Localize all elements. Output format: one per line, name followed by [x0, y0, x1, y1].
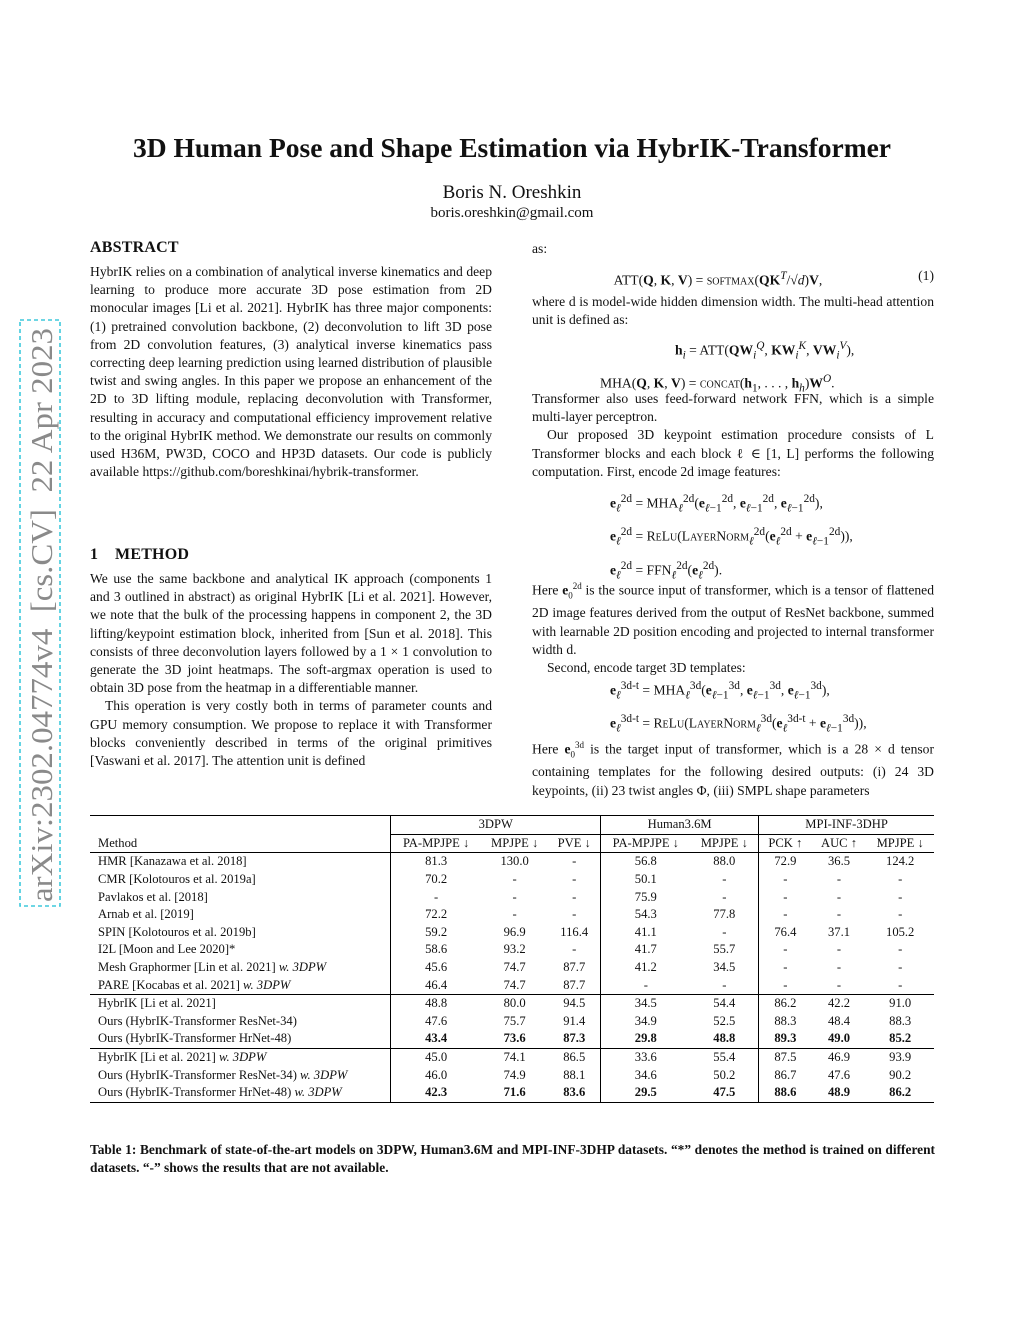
value-cell: 88.6 [759, 1084, 812, 1102]
table-row [90, 906, 934, 924]
arxiv-stamp [18, 318, 62, 908]
table-row [90, 1066, 934, 1084]
value-cell: 34.9 [601, 1013, 691, 1031]
value-cell: 34.6 [601, 1066, 691, 1084]
table-row [90, 941, 934, 959]
value-cell: 48.8 [713, 1031, 736, 1046]
results-table-wrapper [90, 815, 934, 1103]
value-cell: 71.6 [481, 1084, 549, 1102]
value-cell: 48.9 [812, 1084, 867, 1102]
value-cell: - [759, 888, 812, 906]
value-cell: 34.5 [713, 960, 736, 975]
abstract-heading: ABSTRACT [90, 239, 179, 256]
value-cell: 88.3 [759, 1013, 812, 1031]
e3d-paragraph: Here $e_0^{3d}$ is the target input of transformer, which is a 28 × d tensor containing templates for the following desired outputs: (i) 24 3D keypoints, (ii) 23 twist angles Φ, (iii) SMPL shape parameters [532, 740, 934, 798]
procedure-paragraph: Our proposed 3D keypoint estimation procedure consists of L Transformer blocks and each block ℓ ∈ [1, L] performs the following computation. First, encode 2d image features: [532, 427, 934, 479]
column-header: MPJPE ↓ [876, 835, 924, 850]
value-cell: - [898, 872, 903, 887]
value-cell: - [722, 889, 727, 904]
method-cell: HMR [Kanazawa et al. 2018] [90, 853, 391, 871]
value-cell: 56.8 [601, 853, 691, 871]
table-group-header-row [90, 816, 934, 835]
value-cell: 93.2 [503, 942, 526, 957]
e0-paragraph: Here $e_0^{2d}$ is the source input of transformer, which is a tensor of flattened 2D image features derived from the output of ResNet backbone, summed with learnable 2D position encoding and projected to internal transformer width d. Second, encode target 3D templates: [532, 577, 934, 677]
value-cell: 88.1 [563, 1067, 586, 1082]
value-cell: 54.4 [691, 994, 759, 1012]
value-cell: 43.4 [391, 1030, 481, 1048]
column-header: PVE ↓ [557, 835, 591, 850]
value-cell: 87.5 [759, 1048, 812, 1066]
value-cell: 96.9 [503, 924, 526, 939]
value-cell: - [836, 907, 842, 922]
value-cell: 83.6 [548, 1084, 600, 1102]
group-human36m: Human3.6M [601, 816, 759, 835]
value-cell: - [836, 977, 842, 992]
value-cell: 90.2 [889, 1067, 912, 1082]
method-cell: Mesh Graphormer [Lin et al. 2021] w. 3DPW [98, 960, 327, 975]
value-cell: 72.2 [391, 906, 481, 924]
value-cell: 48.4 [827, 1013, 851, 1028]
value-cell: - [572, 942, 577, 957]
value-cell: - [759, 906, 812, 924]
value-cell: 48.8 [391, 994, 481, 1012]
value-cell: 37.1 [827, 924, 851, 939]
value-cell: - [759, 959, 812, 977]
value-cell: 47.5 [691, 1084, 759, 1102]
table-row [90, 853, 934, 871]
method-column-header: Method [98, 835, 138, 850]
equation-1-number: (1) [918, 268, 934, 283]
value-cell: 87.3 [563, 1031, 586, 1046]
value-cell: - [512, 872, 517, 887]
method-paragraph-1: We use the same backbone and analytical IK approach (components 1 and 3 outlined in abstract) as original HybrIK [Li et al. 2021]. However, we note that the bulk of the processing happens in component 2, the 3D lifting/keypoint estimation block, inherited from [Sun et al. 2018]. This consists of three deconvolution layers followed by a 1 × 1 convolution to generate the 3D joint heatmaps. The soft-argmax operation is used to obtain 3D pose from the heatmap in a differentiable manner. [90, 571, 492, 696]
value-cell: 130.0 [481, 853, 549, 871]
table-row [90, 976, 934, 994]
value-cell: - [836, 942, 842, 957]
here-label-2: Here [532, 741, 559, 757]
value-cell: 42.2 [812, 994, 867, 1012]
value-cell: 36.5 [812, 853, 867, 871]
right-text-block [532, 390, 934, 481]
value-cell: 46.9 [812, 1048, 867, 1066]
column-header: AUC ↑ [820, 835, 858, 850]
value-cell: 33.6 [601, 1048, 691, 1066]
value-cell: 85.2 [889, 1031, 912, 1046]
value-cell: 93.9 [866, 1048, 934, 1066]
value-cell: 42.3 [391, 1084, 481, 1102]
value-cell: - [548, 853, 600, 871]
value-cell: 77.8 [713, 907, 736, 922]
table-row [90, 1048, 934, 1066]
method-cell: HybrIK [Li et al. 2021] w. 3DPW [90, 1048, 391, 1066]
method-heading-number: 1 [90, 546, 99, 563]
value-cell: - [572, 889, 577, 904]
value-cell: 47.6 [827, 1067, 851, 1082]
value-cell: 74.7 [503, 977, 526, 992]
value-cell: 72.9 [759, 853, 812, 871]
value-cell: 29.5 [601, 1084, 691, 1102]
paper-title: 3D Human Pose and Shape Estimation via HybrIK-Transformer [132, 132, 892, 163]
value-cell: 29.8 [601, 1030, 691, 1048]
column-header: PA-MPJPE ↓ [391, 834, 481, 853]
results-table [90, 815, 934, 1103]
value-cell: 34.5 [601, 994, 691, 1012]
value-cell: 105.2 [886, 924, 915, 939]
method-cell: PARE [Kocabas et al. 2021] w. 3DPW [98, 977, 291, 992]
value-cell: - [722, 924, 727, 939]
group-mpi-inf-3dhp: MPI-INF-3DHP [759, 816, 934, 835]
after-eq1-text: where d is model-wide hidden dimension width. The multi-head attention unit is defined as: [532, 294, 934, 328]
e3d-text: is the target input of transformer, which is a 28 × d tensor containing templates for the following desired outputs: (i) 24 3D keypoints, (ii) 23 twist angles Φ, (iii) SMPL shape parameters [532, 741, 934, 798]
value-cell: 46.4 [391, 976, 481, 994]
table-column-header-row [90, 834, 934, 853]
value-cell: - [601, 976, 691, 994]
value-cell: - [722, 977, 727, 992]
value-cell: 58.6 [391, 941, 481, 959]
method-cell: Ours (HybrIK-Transformer HrNet-48) [98, 1031, 292, 1046]
abstract-text [90, 263, 492, 481]
value-cell: 47.6 [391, 1013, 481, 1031]
value-cell: - [759, 871, 812, 889]
table-row [90, 871, 934, 889]
table-row [90, 959, 934, 977]
value-cell: 45.0 [391, 1048, 481, 1066]
column-header: MPJPE ↓ [491, 835, 539, 850]
value-cell: - [898, 942, 903, 957]
value-cell: 116.4 [560, 924, 589, 939]
value-cell: 94.5 [548, 994, 600, 1012]
value-cell: 74.7 [503, 960, 526, 975]
here-label-1: Here [532, 582, 559, 598]
value-cell: - [391, 888, 481, 906]
value-cell: - [759, 941, 812, 959]
method-heading-label: METHOD [115, 546, 190, 563]
value-cell: 70.2 [391, 871, 481, 889]
value-cell: 86.2 [759, 994, 812, 1012]
e0-text: is the source input of transformer, which is a tensor of flattened 2D image features derived from the output of ResNet backbone, summed with learnable 2D position encoding and projected to internal transformer width d. [532, 582, 934, 657]
value-cell: - [836, 889, 842, 904]
value-cell: 86.5 [548, 1048, 600, 1066]
value-cell: 74.1 [481, 1048, 549, 1066]
value-cell: 75.9 [601, 888, 691, 906]
table-row [90, 924, 934, 942]
table-row [90, 888, 934, 906]
second-paragraph: Second, encode target 3D templates: [547, 660, 746, 676]
value-cell: 41.2 [601, 959, 691, 977]
author-email: boris.oreshkin@gmail.com [430, 205, 594, 221]
equation-2d: $e_\ell^{2d} = MHA_\ell^{2d}(e_{\ell-1}^{2d}$, $e_{\ell-1}^{2d}$, $e_{\ell-1}^{2d}$), $e_\ell^{2d}$ = $ReLu(LayerNorm_\ell^{2d}(e_\ell^{2d} + e_{\ell-1}^{2d}))$, $e_\ell^{2d} = FFN_\ell^{2d}(e_\ell^{2d})$. [610, 493, 853, 581]
method-cell: Ours (HybrIK-Transformer ResNet-34) w. 3DPW [98, 1067, 348, 1082]
value-cell: - [898, 977, 903, 992]
method-cell: HybrIK [Li et al. 2021] [90, 994, 391, 1012]
ffn-paragraph: Transformer also uses feed-forward network FFN, which is a simple multi-layer perceptron. [532, 391, 934, 425]
value-cell: 73.6 [503, 1031, 526, 1046]
value-cell: 88.3 [889, 1013, 912, 1028]
value-cell: 75.7 [503, 1013, 526, 1028]
value-cell: 89.3 [759, 1030, 812, 1048]
table-row [90, 1013, 934, 1031]
value-cell: - [836, 872, 842, 887]
method-cell: Ours (HybrIK-Transformer HrNet-48) w. 3DPW [90, 1084, 391, 1102]
value-cell: 52.5 [713, 1013, 736, 1028]
value-cell: - [898, 960, 903, 975]
value-cell: 50.2 [713, 1067, 736, 1082]
value-cell: 76.4 [759, 924, 812, 942]
value-cell: 54.3 [601, 906, 691, 924]
table-row [90, 994, 934, 1012]
value-cell: 55.7 [713, 942, 736, 957]
value-cell: - [572, 872, 577, 887]
author-name: Boris N. Oreshkin [442, 182, 582, 203]
column-header: PCK ↑ [759, 834, 812, 853]
table-corner [90, 816, 391, 835]
method-text [90, 570, 492, 770]
method-paragraph-2: This operation is very costly both in terms of parameter counts and GPU memory consumption. We propose to replace it with Transformer blocks conveniently described in terms of the original primitives [Vaswani et al. 2017]. The attention unit is defined [90, 698, 492, 769]
value-cell: 41.1 [601, 924, 691, 942]
column-header: PA-MPJPE ↓ [601, 834, 691, 853]
value-cell: 50.1 [601, 871, 691, 889]
value-cell: 86.7 [759, 1066, 812, 1084]
group-3dpw: 3DPW [391, 816, 601, 835]
value-cell: 45.6 [391, 959, 481, 977]
right-as: as: [532, 241, 548, 256]
abstract-paragraph: HybrIK relies on a combination of analytical inverse kinematics and deep learning to produce more accurate 3D pose estimation from 2D monocular images [Li et al. 2021]. HybrIK has three major components: (1) pretrained convolution backbone, (2) deconvolution to lift 3D pose from 2D convolution features, (3) analytical inverse kinematics pass correcting deep learning prediction using learned distribution of plausible twist and swing angles. In this paper we propose an enhancement of the 2D to 3D lifting module, replacing deconvolution with Transformer, resulting in accuracy and computational efficiency improvement relative to the original HybrIK method. We demonstrate our results on commonly used H36M, PW3D, COCO and HP3D datasets. Our code is publicly available https://github.com/boreshkinai/hybrik-transformer. [90, 264, 492, 480]
value-cell: 49.0 [827, 1031, 851, 1046]
value-cell: 81.3 [391, 853, 481, 871]
method-cell: I2L [Moon and Lee 2020]* [98, 942, 236, 957]
value-cell: 80.0 [481, 994, 549, 1012]
value-cell: - [512, 907, 517, 922]
value-cell: - [759, 976, 812, 994]
method-cell: SPIN [Kolotouros et al. 2019b] [98, 924, 256, 939]
value-cell: - [512, 889, 517, 904]
equation-3d: $e_\ell^{3d-t} = MHA_\ell^{3d}(e_{\ell-1}^{3d}$, $e_{\ell-1}^{3d}$, $e_{\ell-1}^{3d}$), $e_\ell^{3d-t}$ = $ReLu(LayerNorm_\ell^{3d}(e_\ell^{3d-t} + e_{\ell-1}^{3d}))$, [610, 680, 867, 735]
value-cell: 59.2 [391, 924, 481, 942]
value-cell: 87.7 [563, 977, 586, 992]
value-cell: 88.0 [691, 853, 759, 871]
value-cell: 55.4 [691, 1048, 759, 1066]
value-cell: 124.2 [866, 853, 934, 871]
table-row [90, 1030, 934, 1048]
value-cell: - [572, 907, 577, 922]
method-cell: Arnab et al. [2019] [98, 907, 194, 922]
value-cell: 74.9 [503, 1067, 526, 1082]
arxiv-stamp-text: arXiv:2302.04774v4 [cs.CV] 22 Apr 2023 [24, 361, 59, 902]
value-cell: - [898, 907, 903, 922]
table-row [90, 1084, 934, 1102]
value-cell: - [836, 960, 842, 975]
value-cell: - [722, 872, 727, 887]
value-cell: 86.2 [866, 1084, 934, 1102]
value-cell: 91.4 [563, 1013, 586, 1028]
value-cell: 91.0 [866, 994, 934, 1012]
equation-mha: $h_i = ATT(QW_i^Q$, $KW_i^K$, $VW_i^V$), MHA(Q, K, $V) = concat(h_1$, . . . , $h_h)W^O$. [600, 340, 855, 395]
value-cell: 87.7 [563, 960, 586, 975]
value-cell: - [898, 889, 903, 904]
table-caption: Table 1: Benchmark of state-of-the-art models on 3DPW, Human3.6M and MPI-INF-3DHP datasets. “*” denotes the method is trained on different datasets. “-” shows the results that are not available. [90, 1142, 935, 1175]
value-cell: 46.0 [391, 1066, 481, 1084]
column-header: MPJPE ↓ [700, 835, 748, 850]
method-cell: Ours (HybrIK-Transformer ResNet-34) [98, 1013, 297, 1028]
method-heading [90, 546, 189, 564]
method-cell: Pavlakos et al. [2018] [98, 889, 208, 904]
method-cell: CMR [Kolotouros et al. 2019a] [98, 872, 256, 887]
equation-1: ATT(Q, K, $V) = softmax(QK^T/√d)V$, (1) [613, 268, 934, 288]
value-cell: 41.7 [601, 941, 691, 959]
